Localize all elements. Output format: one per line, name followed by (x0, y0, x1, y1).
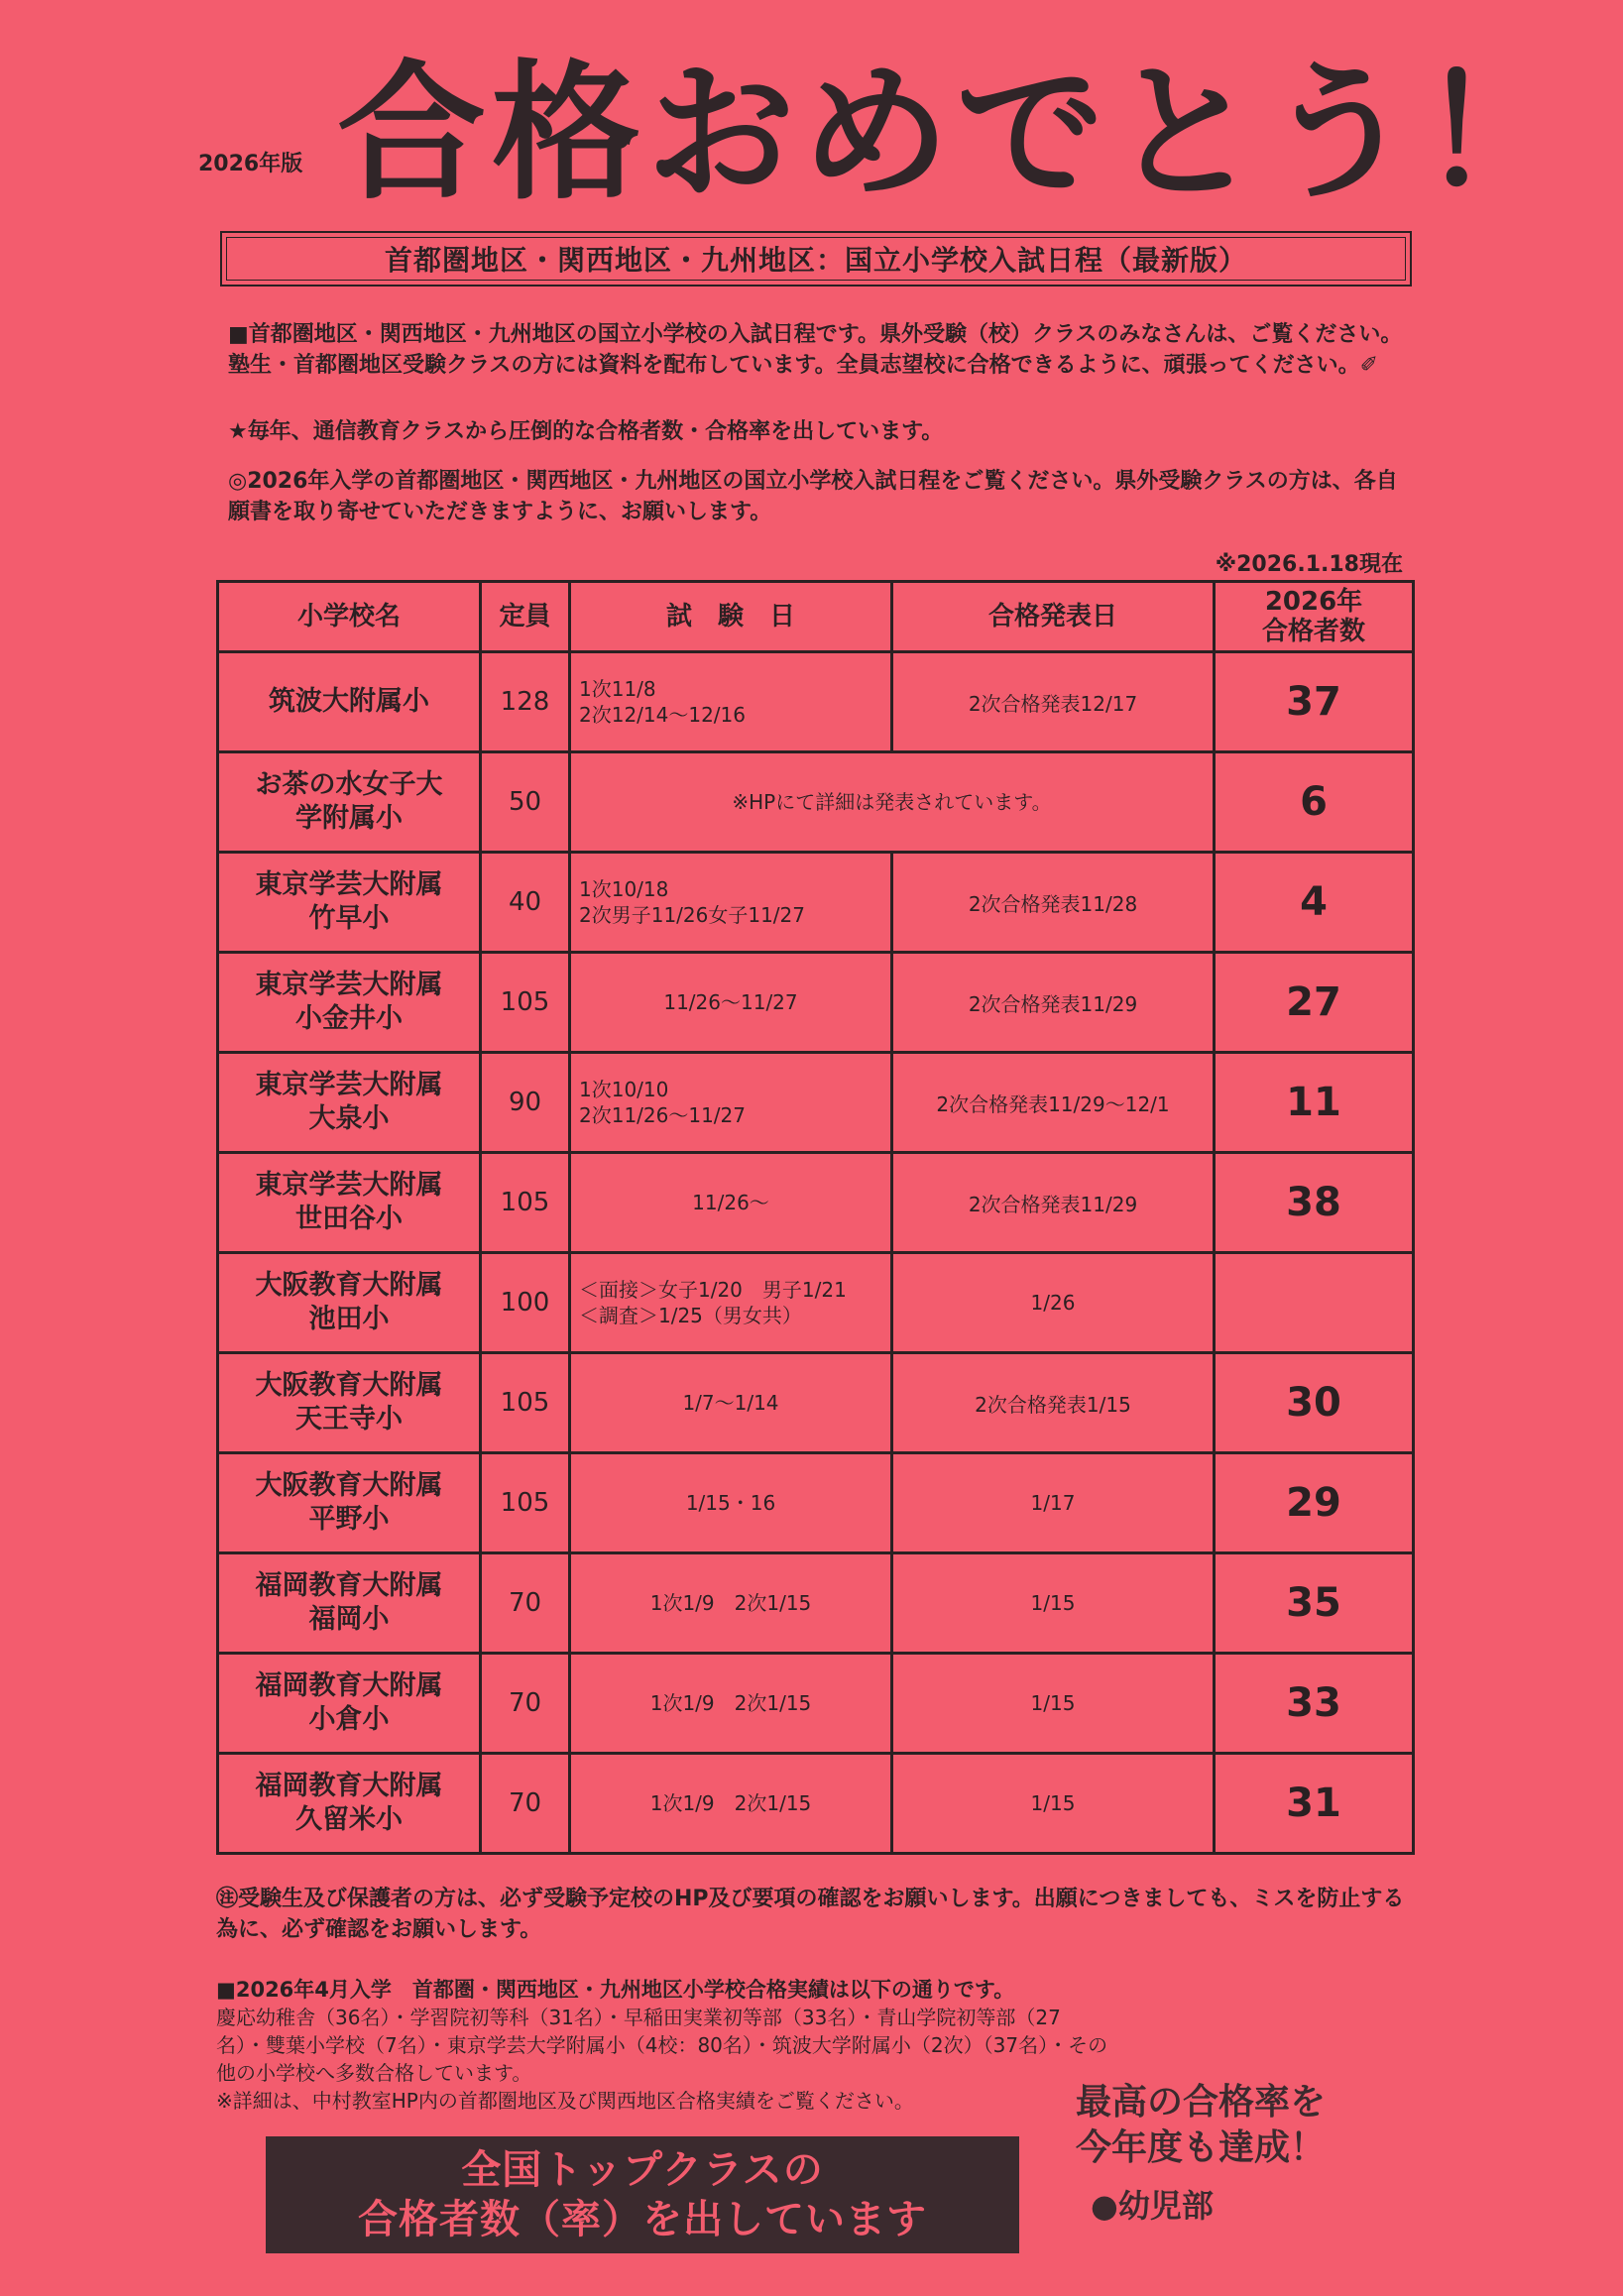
exam-line2: 2次男子11/26女子11/27 (579, 903, 805, 927)
capacity: 105 (481, 1453, 570, 1553)
capacity: 90 (481, 1053, 570, 1153)
exam-line2: 2次11/26～11/27 (579, 1103, 746, 1127)
exam-line1: 1次10/10 (579, 1078, 669, 1101)
passers-count: 27 (1215, 953, 1414, 1053)
school-name-line1: 福岡教育大附属 (255, 1570, 443, 1601)
table-row (218, 1253, 1414, 1353)
results-summary (216, 1976, 1208, 2115)
passers-count: 33 (1215, 1654, 1414, 1754)
school-name (218, 752, 481, 853)
school-name-line2: 小倉小 (308, 1704, 390, 1735)
header-passers-label: 合格者数 (1261, 617, 1365, 646)
exam-dates (570, 652, 892, 752)
school-name-line2: 天王寺小 (295, 1404, 403, 1435)
passers-count: 4 (1215, 853, 1414, 953)
result-date: 2次合格発表11/28 (892, 853, 1215, 953)
result-date: 1/15 (892, 1754, 1215, 1854)
intro-paragraph-2: ★毎年、通信教育クラスから圧倒的な合格者数・合格率を出しています。 (228, 419, 944, 444)
exam-line2: ＜調査＞1/25（男女共） (579, 1304, 802, 1327)
school-name-line1: 大阪教育大附属 (255, 1370, 443, 1401)
table-row (218, 953, 1414, 1053)
passers-count: 38 (1215, 1153, 1414, 1253)
result-date: 2次合格発表1/15 (892, 1353, 1215, 1453)
subtitle: 首都圏地区・関西地区・九州地区：国立小学校入試日程（最新版） (384, 244, 1247, 277)
school-name-line1: 東京学芸大附属 (255, 970, 443, 1000)
passers-count: 29 (1215, 1453, 1414, 1553)
banner-line-1: 全国トップクラスの (461, 2147, 824, 2193)
banner-line-2: 合格者数（率）を出しています (358, 2197, 927, 2242)
exam-line1: 1次10/18 (579, 877, 669, 901)
header-exam: 試 験 日 (570, 582, 892, 652)
result-date: 1/17 (892, 1453, 1215, 1553)
passers-count (1215, 1253, 1414, 1353)
slogan-line-2: 今年度も達成！ (1076, 2127, 1327, 2168)
results-line-3: 他の小学校へ多数合格しています。 (216, 2061, 532, 2085)
school-name-line1: 大阪教育大附属 (255, 1270, 443, 1301)
school-name-line2: 池田小 (308, 1304, 390, 1334)
table-row (218, 1453, 1414, 1553)
result-date: 1/15 (892, 1553, 1215, 1654)
exam-dates: 1次1/9 2次1/15 (570, 1553, 892, 1654)
caution-note: ㊟受験生及び保護者の方は、必ず受験予定校のHP及び要項の確認をお願いします。出願につきましても、ミスを防止する為に、必ず確認をお願いします。 (216, 1887, 1405, 1942)
school-name-line2: 平野小 (308, 1504, 390, 1535)
capacity: 100 (481, 1253, 570, 1353)
capacity: 105 (481, 1353, 570, 1453)
exam-line1: ＜面接＞女子1/20 男子1/21 (579, 1278, 847, 1302)
school-name (218, 1053, 481, 1153)
results-line-4: ※詳細は、中村教室HP内の首都圏地区及び関西地区合格実績をご覧ください。 (216, 2089, 914, 2113)
result-date: 2次合格発表12/17 (892, 652, 1215, 752)
header-school: 小学校名 (218, 582, 481, 652)
school-name-line1: お茶の水女子大 (255, 769, 443, 800)
capacity: 105 (481, 1153, 570, 1253)
capacity: 70 (481, 1553, 570, 1654)
exam-line1: 1次11/8 (579, 677, 656, 701)
result-date: 2次合格発表11/29 (892, 953, 1215, 1053)
headline: 合格おめでとう！ (337, 48, 1575, 220)
table-row (218, 853, 1414, 953)
exam-dates (570, 853, 892, 953)
exam-schedule-table (216, 580, 1415, 1855)
school-name (218, 853, 481, 953)
school-name (218, 652, 481, 752)
school-name-line1: 福岡教育大附属 (255, 1670, 443, 1701)
exam-dates (570, 1253, 892, 1353)
department-label: ●幼児部 (1091, 2187, 1214, 2225)
school-name-line1: 東京学芸大附属 (255, 1170, 443, 1201)
header-capacity: 定員 (481, 582, 570, 652)
passers-count: 6 (1215, 752, 1414, 853)
school-name-line2: 久留米小 (295, 1804, 403, 1835)
results-line-1: 慶応幼稚舎（36名）・学習院初等科（31名）・早稲田実業初等部（33名）・青山学院初等部（27 (216, 2006, 1061, 2029)
school-name-line1: 東京学芸大附属 (255, 869, 443, 900)
capacity: 50 (481, 752, 570, 853)
result-date: 1/26 (892, 1253, 1215, 1353)
passers-count: 30 (1215, 1353, 1414, 1453)
result-date: 1/15 (892, 1654, 1215, 1754)
school-name (218, 1153, 481, 1253)
table-row (218, 1053, 1414, 1153)
header-passers-year: 2026年 (1264, 587, 1363, 617)
passers-count: 31 (1215, 1754, 1414, 1854)
school-name-line2: 竹早小 (308, 903, 390, 934)
school-name-line2: 大泉小 (308, 1103, 390, 1134)
school-name (218, 1453, 481, 1553)
slogan-line-1: 最高の合格率を (1076, 2082, 1327, 2123)
school-name (218, 1553, 481, 1654)
table-row (218, 1654, 1414, 1754)
table-row (218, 1754, 1414, 1854)
table-row (218, 1353, 1414, 1453)
result-date: 2次合格発表11/29 (892, 1153, 1215, 1253)
header-passers (1215, 582, 1414, 652)
capacity: 105 (481, 953, 570, 1053)
promo-banner (266, 2136, 1019, 2253)
exam-dates (570, 1053, 892, 1153)
result-date: 2次合格発表11/29～12/1 (892, 1053, 1215, 1153)
slogan (1076, 2080, 1326, 2171)
capacity: 40 (481, 853, 570, 953)
school-name-line1: 福岡教育大附属 (255, 1771, 443, 1801)
results-heading: ■2026年4月入学 首都圏・関西地区・九州地区小学校合格実績は以下の通りです。 (216, 1978, 1015, 2002)
school-name-line2: 福岡小 (308, 1604, 390, 1635)
school-name-line2: 世田谷小 (295, 1204, 403, 1234)
edition-label: 2026年版 (198, 152, 303, 176)
school-name (218, 1754, 481, 1854)
passers-count: 11 (1215, 1053, 1414, 1153)
exam-dates: 11/26～ (570, 1153, 892, 1253)
header-result: 合格発表日 (892, 582, 1215, 652)
school-name (218, 953, 481, 1053)
table-row (218, 652, 1414, 752)
school-name (218, 1654, 481, 1754)
exam-line2: 2次12/14～12/16 (579, 703, 746, 727)
results-line-2: 名）・雙葉小学校（7名）・東京学芸大学附属小（4校：80名）・筑波大学附属小（2次）（37名）・その (216, 2033, 1108, 2057)
as-of-date: ※2026.1.18現在 (1215, 552, 1403, 577)
table-row (218, 752, 1414, 853)
school-name-line1: 筑波大附属小 (269, 686, 429, 717)
subtitle-box (220, 231, 1412, 287)
school-name-line2: 学附属小 (295, 803, 403, 834)
capacity: 70 (481, 1754, 570, 1854)
intro-paragraph-3: ◎2026年入学の首都圏地区・関西地区・九州地区の国立小学校入試日程をご覧ください。県外受験クラスの方は、各自願書を取り寄せていただきますように、お願いします。 (228, 469, 1398, 524)
table-row (218, 1553, 1414, 1654)
table-header-row (218, 582, 1414, 652)
exam-dates: 1次1/9 2次1/15 (570, 1654, 892, 1754)
table-row (218, 1153, 1414, 1253)
school-name (218, 1253, 481, 1353)
exam-dates: 1/15・16 (570, 1453, 892, 1553)
school-name-line2: 小金井小 (295, 1003, 403, 1034)
exam-dates: 1次1/9 2次1/15 (570, 1754, 892, 1854)
school-name-line1: 大阪教育大附属 (255, 1470, 443, 1501)
school-name (218, 1353, 481, 1453)
exam-dates: ※HPにて詳細は発表されています。 (570, 752, 1215, 853)
capacity: 70 (481, 1654, 570, 1754)
capacity: 128 (481, 652, 570, 752)
exam-dates: 1/7～1/14 (570, 1353, 892, 1453)
exam-dates: 11/26～11/27 (570, 953, 892, 1053)
intro-paragraph-1: ■首都圏地区・関西地区・九州地区の国立小学校の入試日程です。県外受験（校）クラスのみなさんは、ご覧ください。塾生・首都圏地区受験クラスの方には資料を配布しています。全員志望校に合格できるように、頑張ってください。✐ (228, 322, 1403, 378)
passers-count: 37 (1215, 652, 1414, 752)
school-name-line1: 東京学芸大附属 (255, 1070, 443, 1100)
passers-count: 35 (1215, 1553, 1414, 1654)
